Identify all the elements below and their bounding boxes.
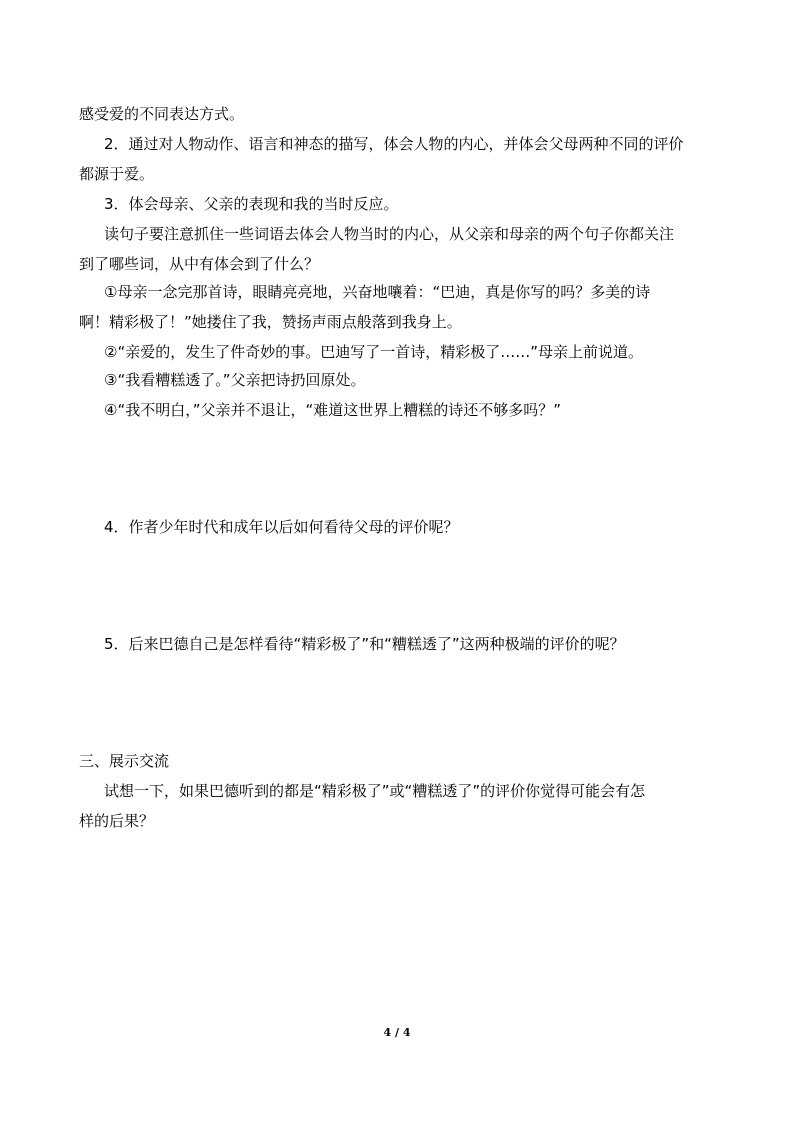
question-4-line: 4．作者少年时代和成年以后如何看待父母的评价呢？ bbox=[104, 518, 459, 536]
text-line: 到了哪些词，从中有体会到了什么？ bbox=[79, 255, 320, 273]
question-2-line: 2．通过对人物动作、语言和神态的描写，体会人物的内心，并体会父母两种不同的评价 bbox=[104, 135, 684, 153]
text-line: 啊！精彩极了！”她搂住了我，赞扬声雨点般落到我身上。 bbox=[79, 313, 462, 331]
page-number: 4 / 4 bbox=[383, 1026, 411, 1039]
text-line: 感受爱的不同表达方式。 bbox=[79, 105, 245, 123]
instruction-line: 读句子要注意抓住一些词语去体会人物当时的内心，从父亲和母亲的两个句子你都关注 bbox=[104, 225, 675, 243]
quote-2-line: ②“亲爱的，发生了件奇妙的事。巴迪写了一首诗，精彩极了……”母亲上前说道。 bbox=[104, 343, 643, 361]
quote-3-line: ③“我看糟糕透了。”父亲把诗扔回原处。 bbox=[104, 371, 366, 389]
question-5-line: 5．后来巴德自己是怎样看待“精彩极了”和“糟糕透了”这两种极端的评价的呢？ bbox=[104, 635, 625, 653]
text-line: 都源于爱。 bbox=[79, 165, 155, 183]
discussion-prompt-line: 试想一下，如果巴德听到的都是“精彩极了”或“糟糕透了”的评价你觉得可能会有怎 bbox=[104, 782, 646, 800]
section-heading: 三、展示交流 bbox=[79, 752, 170, 770]
text-line: 样的后果？ bbox=[79, 812, 155, 830]
question-3-line: 3．体会母亲、父亲的表现和我的当时反应。 bbox=[104, 195, 399, 213]
quote-4-line: ④“我不明白，”父亲并不退让，“难道这世界上糟糕的诗还不够多吗？” bbox=[104, 401, 562, 419]
quote-1-line: ①母亲一念完那首诗，眼睛亮亮地，兴奋地嚷着：“巴迪，真是你写的吗？多美的诗 bbox=[104, 283, 651, 301]
